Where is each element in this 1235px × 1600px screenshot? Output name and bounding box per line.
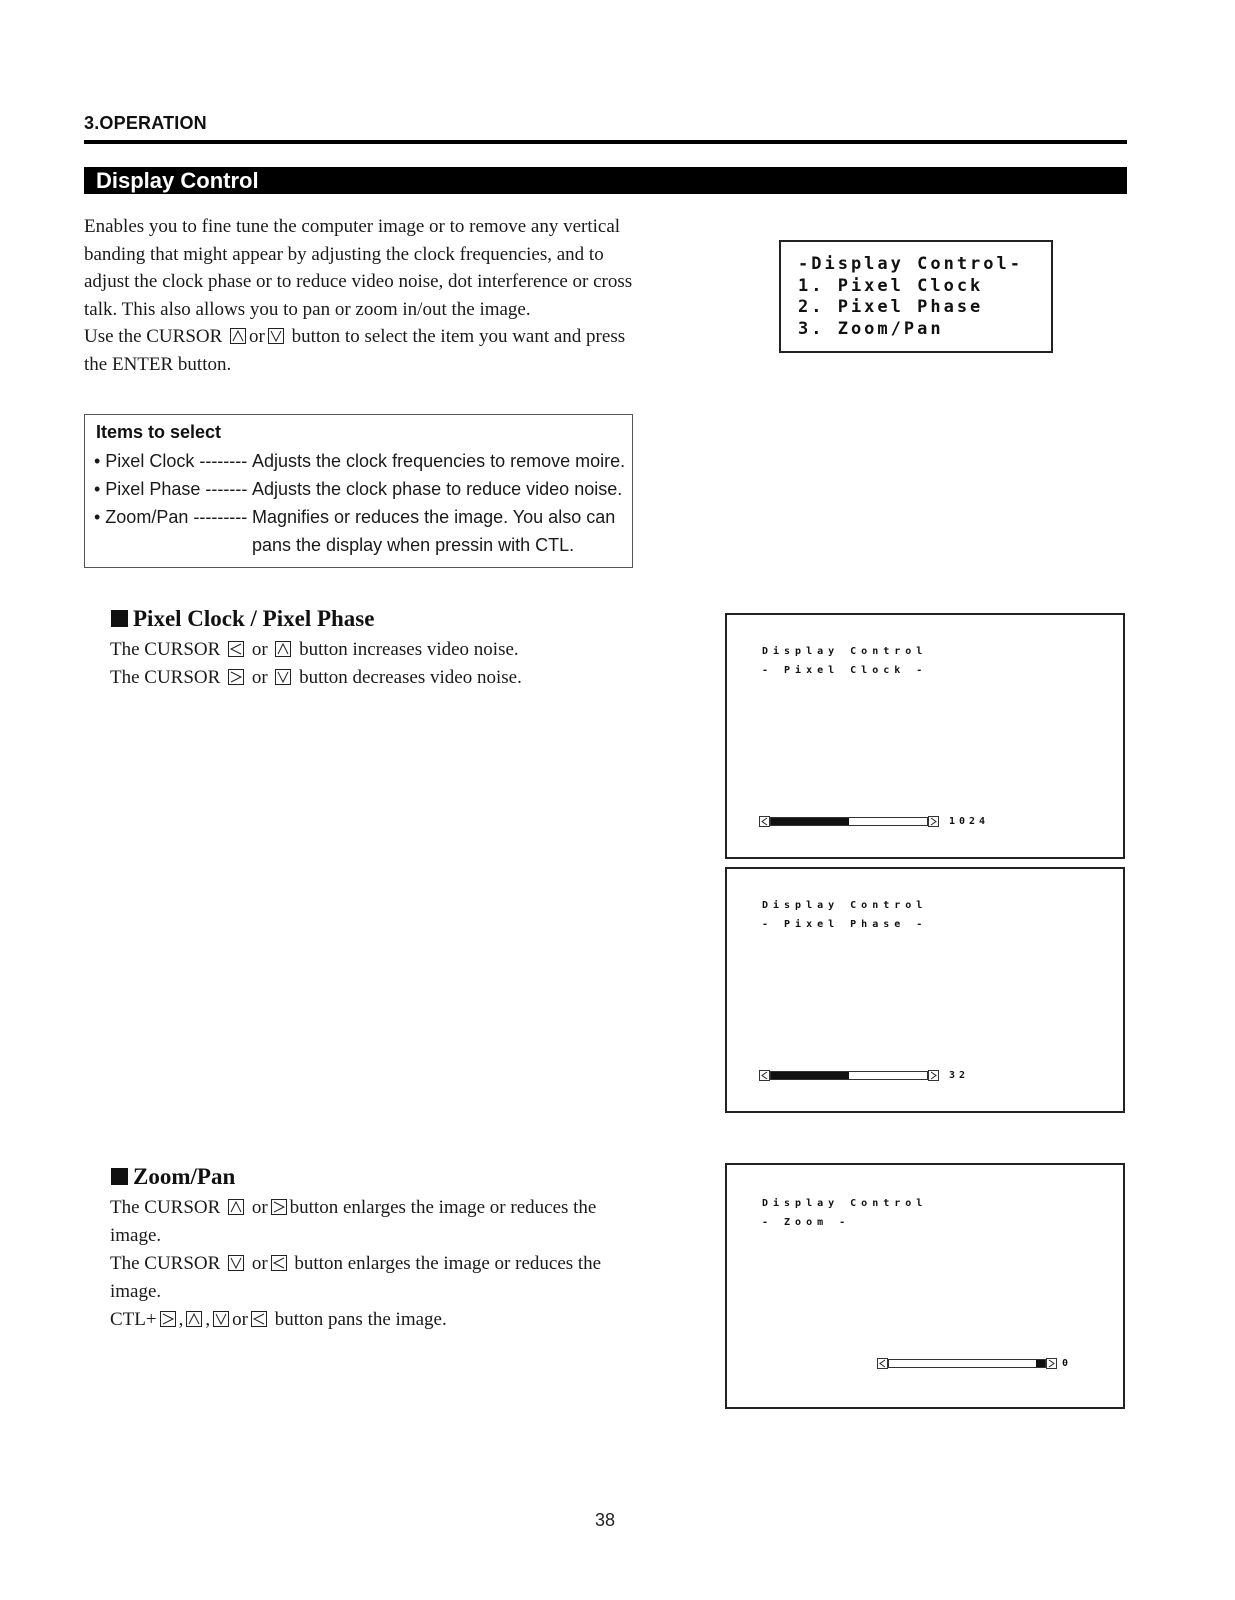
menu-title: -Display Control- <box>798 254 1023 274</box>
cursor-up-icon <box>186 1311 202 1327</box>
screen-title: Display Control <box>762 1198 928 1209</box>
items-box-title: Items to select <box>96 422 222 442</box>
screen-pixel-clock <box>725 613 1125 859</box>
screen-pixel-phase <box>725 867 1125 1113</box>
screen-subtitle: - Pixel Phase - <box>762 919 928 930</box>
screen-zoom <box>725 1163 1125 1409</box>
zoom-section-text: The CURSOR or button enlarges the image or reduces the image. The CURSOR or button enlarges the image or reduces the image. CTL+ , , or button pans the image. <box>110 1197 602 1330</box>
level-value: 0 <box>1062 1358 1073 1369</box>
list-item <box>94 447 626 475</box>
cursor-left-icon <box>251 1311 267 1327</box>
menu-item-pixel-phase: 2. Pixel Phase <box>798 297 984 317</box>
item-description: Magnifies or reduces the image. You also can <box>252 507 616 527</box>
page-number: 38 <box>594 1510 616 1530</box>
screen-title: Display Control <box>762 900 928 911</box>
level-value: 1024 <box>949 816 990 827</box>
level-bar-fill <box>771 1072 849 1079</box>
arrow-left-icon <box>759 816 770 827</box>
pixel-section-heading: Pixel Clock / Pixel Phase <box>111 606 374 632</box>
level-bar <box>770 817 928 826</box>
cursor-left-icon <box>228 641 244 657</box>
arrow-right-icon <box>928 816 939 827</box>
item-name: • Pixel Clock -------- <box>94 451 248 471</box>
cursor-down-icon <box>275 669 291 685</box>
section-title: Display Control <box>96 168 259 193</box>
item-description: Adjusts the clock frequencies to remove moire. <box>252 451 626 471</box>
arrow-right-icon <box>1046 1358 1057 1369</box>
cursor-up-icon <box>275 641 291 657</box>
zoom-section-heading: Zoom/Pan <box>111 1164 235 1190</box>
square-bullet-icon <box>111 1168 128 1185</box>
arrow-left-icon <box>877 1358 888 1369</box>
arrow-left-icon <box>759 1070 770 1081</box>
level-bar <box>770 1071 928 1080</box>
cursor-up-icon <box>228 1199 244 1215</box>
cursor-down-icon <box>213 1311 229 1327</box>
item-description: Adjusts the clock phase to reduce video noise. <box>252 479 623 499</box>
chapter-heading: 3.OPERATION <box>84 113 207 133</box>
item-name: • Zoom/Pan --------- <box>94 507 248 527</box>
list-item <box>94 475 623 503</box>
square-bullet-icon <box>111 610 128 627</box>
menu-item-pixel-clock: 1. Pixel Clock <box>798 276 984 296</box>
header-rule <box>84 140 1127 144</box>
screen-title: Display Control <box>762 646 928 657</box>
item-description: pans the display when pressin with CTL. <box>252 535 575 555</box>
menu-item-zoom-pan: 3. Zoom/Pan <box>798 319 944 339</box>
screen-subtitle: - Pixel Clock - <box>762 665 928 676</box>
screen-subtitle: - Zoom - <box>762 1217 851 1228</box>
cursor-down-icon <box>268 328 284 344</box>
level-bar <box>888 1359 1046 1368</box>
cursor-left-icon <box>271 1255 287 1271</box>
level-bar-fill <box>1036 1360 1045 1367</box>
list-item <box>94 503 616 531</box>
arrow-right-icon <box>928 1070 939 1081</box>
pixel-section-text: The CURSOR or button increases video noise. The CURSOR or button decreases video noise. <box>110 639 522 688</box>
item-name: • Pixel Phase ------- <box>94 479 248 499</box>
intro-instruction: Use the CURSOR or button to select the item you want and press the ENTER button. <box>84 326 626 375</box>
level-bar-fill <box>771 818 849 825</box>
cursor-right-icon <box>228 669 244 685</box>
cursor-right-icon <box>271 1199 287 1215</box>
intro-paragraph: Enables you to fine tune the computer image or to remove any vertical banding that might appear by adjusting the clock frequencies, and to adjust the clock phase or to reduce video noise, dot interference or cross talk. This also allows you to pan or zoom in/out the image. <box>84 216 633 320</box>
cursor-up-icon <box>230 328 246 344</box>
cursor-down-icon <box>228 1255 244 1271</box>
intro-text <box>84 213 644 378</box>
level-value: 32 <box>949 1070 970 1081</box>
cursor-right-icon <box>160 1311 176 1327</box>
